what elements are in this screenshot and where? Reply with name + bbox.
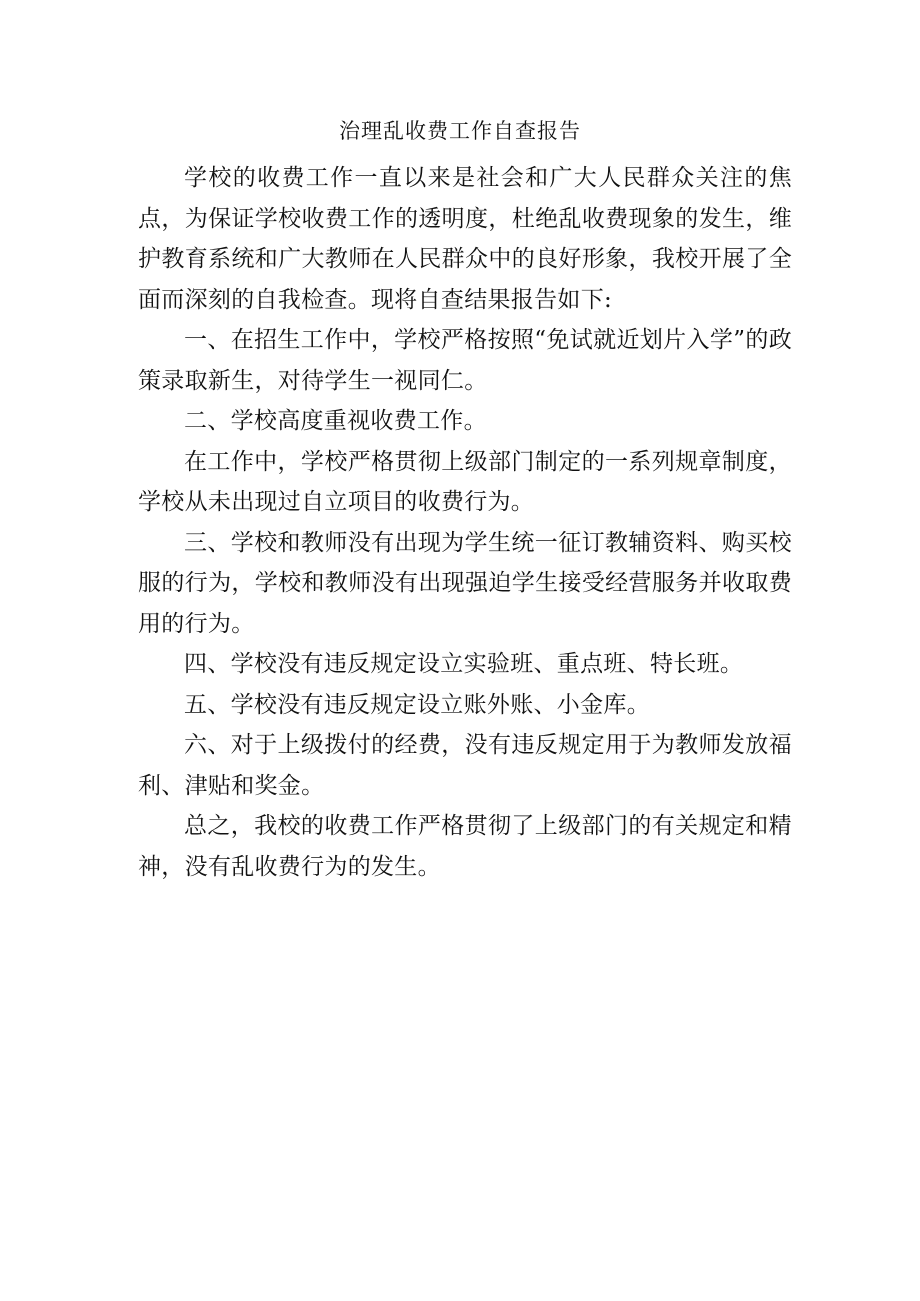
paragraph-item-2: 二、学校高度重视收费工作。 bbox=[184, 408, 487, 434]
paragraph-item-4: 四、学校没有违反规定设立实验班、重点班、特长班。 bbox=[184, 651, 744, 677]
document-title: 治理乱收费工作自查报告 bbox=[339, 119, 581, 143]
document-body bbox=[138, 158, 792, 887]
paragraph-conclusion: 总之，我校的收费工作严格贯彻了上级部门的有关规定和精神，没有乱收费行为的发生。 bbox=[138, 813, 792, 880]
paragraph-item-3: 三、学校和教师没有出现为学生统一征订教辅资料、购买校服的行为，学校和教师没有出现强迫学生接受经营服务并收取费用的行为。 bbox=[138, 529, 792, 637]
paragraph-intro: 学校的收费工作一直以来是社会和广大人民群众关注的焦点，为保证学校收费工作的透明度，杜绝乱收费现象的发生，维护教育系统和广大教师在人民群众中的良好形象，我校开展了全面而深刻的自我检查。现将自查结果报告如下: bbox=[138, 165, 792, 313]
paragraph-item-6: 六、对于上级拨付的经费，没有违反规定用于为教师发放福利、津贴和奖金。 bbox=[138, 732, 792, 799]
paragraph-item-1: 一、在招生工作中，学校严格按照“免试就近划片入学”的政策录取新生，对待学生一视同仁。 bbox=[138, 327, 792, 394]
paragraph-item-5: 五、学校没有违反规定设立账外账、小金库。 bbox=[184, 691, 650, 718]
paragraph-item-2-detail: 在工作中，学校严格贯彻上级部门制定的一系列规章制度，学校从未出现过自立项目的收费行为。 bbox=[138, 448, 792, 515]
